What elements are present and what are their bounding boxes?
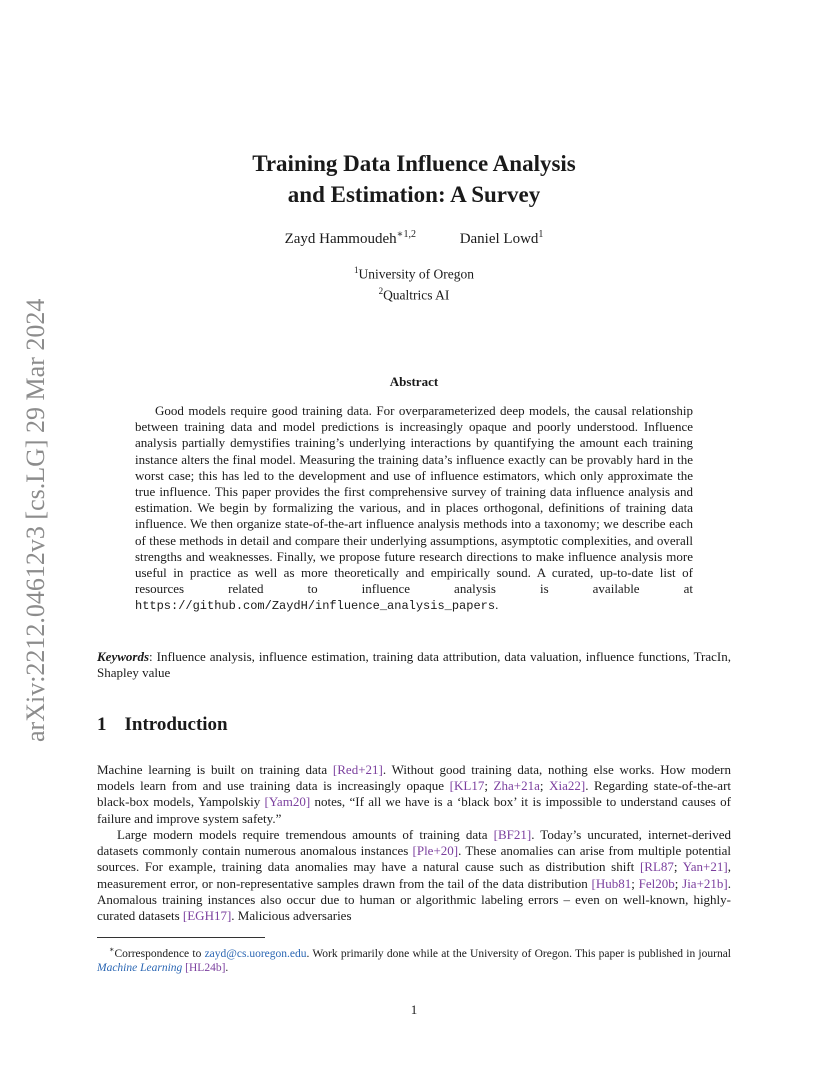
text: ; bbox=[673, 859, 683, 875]
section-number: 1 bbox=[97, 714, 107, 735]
text: . bbox=[225, 962, 229, 975]
email-link[interactable]: zayd@cs.uoregon.edu bbox=[204, 947, 307, 960]
abstract-end: . bbox=[495, 597, 499, 613]
footnote bbox=[97, 943, 731, 976]
citation-link[interactable]: [Ple+20] bbox=[412, 843, 459, 859]
author-name: Zayd Hammoudeh bbox=[284, 231, 397, 247]
abstract-heading: Abstract bbox=[389, 374, 439, 389]
text: Correspondence to bbox=[114, 947, 205, 960]
page-number: 1 bbox=[410, 1002, 418, 1017]
citation-link[interactable]: Xia22] bbox=[549, 778, 586, 794]
citation-link[interactable]: [Red+21] bbox=[332, 762, 383, 777]
author-name: Daniel Lowd bbox=[459, 231, 539, 247]
citation-link[interactable]: [HL24b] bbox=[185, 962, 226, 975]
paper-title bbox=[0, 148, 828, 210]
text: . Anomalous training instances also occur due to human or algorithmic labeling errors – even on well-known, highly-curated datasets bbox=[97, 875, 731, 924]
title-line-1: Training Data Influence Analysis bbox=[252, 151, 576, 176]
author-affil-marker: 1 bbox=[538, 229, 544, 240]
author-1 bbox=[285, 229, 416, 248]
author-list bbox=[0, 229, 828, 248]
intro-paragraph-1 bbox=[97, 762, 731, 827]
author-2 bbox=[460, 229, 544, 248]
text: . Without good training data, nothing else works. How modern models learn from and use training data is increasingly opaque bbox=[97, 762, 731, 794]
citation-link[interactable]: [Yam20] bbox=[264, 794, 311, 810]
keywords-label: Keywords bbox=[97, 649, 149, 664]
text: . Regarding state-of-the-art black-box models, Yampolskiy bbox=[97, 778, 732, 810]
affiliation-1 bbox=[0, 262, 828, 283]
repo-link[interactable]: https://github.com/ZaydH/influence_analysis_papers bbox=[135, 599, 496, 614]
text: Machine learning is built on training data bbox=[97, 762, 333, 777]
citation-link[interactable]: Yan+21] bbox=[682, 859, 728, 875]
text: ; bbox=[631, 875, 639, 891]
text: . Malicious adversaries bbox=[231, 908, 352, 924]
affil-marker: 1 bbox=[354, 265, 359, 275]
arxiv-identifier: arXiv:2212.04612v3 [cs.LG] 29 Mar 2024 bbox=[21, 298, 50, 742]
text: ; bbox=[539, 778, 550, 794]
citation-link[interactable]: [BF21] bbox=[493, 827, 532, 842]
affil-marker: 2 bbox=[378, 285, 384, 296]
citation-link[interactable]: Jia+21b] bbox=[682, 875, 728, 891]
author-affil-marker: ∗1,2 bbox=[396, 229, 416, 240]
text: Large modern models require tremendous amounts of training data bbox=[117, 827, 494, 842]
text: notes, “If all we have is a ‘black box’ it is impossible to understand causes of failure and improve system safety.” bbox=[97, 794, 731, 826]
keywords bbox=[97, 649, 731, 681]
affil-name: University of Oregon bbox=[358, 266, 474, 282]
citation-link[interactable]: Fel20b bbox=[638, 875, 675, 891]
affiliations bbox=[0, 262, 828, 303]
citation-link[interactable]: [RL87 bbox=[639, 859, 674, 875]
text: . Today’s uncurated, internet-derived datasets commonly contain numerous anomalous instances bbox=[97, 827, 731, 859]
citation-link[interactable]: Zha+21a bbox=[493, 778, 540, 794]
section-title: Introduction bbox=[124, 714, 228, 735]
footnote-marker: ∗ bbox=[109, 945, 115, 954]
text: ; bbox=[484, 778, 494, 794]
citation-link[interactable]: [KL17 bbox=[449, 778, 485, 794]
affil-name: Qualtrics AI bbox=[383, 287, 450, 302]
text: . These anomalies can arise from multiple potential sources. For example, training data anomalies may have a natural cause such as distribution shift bbox=[97, 843, 731, 875]
title-line-2: and Estimation: A Survey bbox=[287, 182, 541, 207]
citation-link[interactable]: [Hub81 bbox=[591, 875, 632, 891]
journal-link[interactable]: Machine Learning bbox=[97, 962, 183, 975]
section-heading bbox=[97, 714, 228, 736]
abstract-text: Good models require good training data. For overparameterized deep models, the causal relationship between training data and model predictions is increasingly opaque and poorly understood. Influence analysis partially demystifies training’s underlying interactions by quantifying the amount each training instance alters the final model. Measuring the training data’s influence exactly can be provably hard in the worst case; this has led to the development and use of influence estimators, which only approximate the true influence. This paper provides the first comprehensive survey of training data influence analysis and estimation. We begin by formalizing the various, and in places orthogonal, definitions of training data influence. We then organize state-of-the-art influence analysis methods into a taxonomy; we describe each of these methods in detail and compare their underlying assumptions, asymptotic complexities, and overall strengths and weaknesses. Finally, we propose future research directions to make influence analysis more useful in practice as well as more theoretically and empirically sound. A curated, up-to-date list of resources related to influence analysis is available at bbox=[135, 403, 693, 597]
text: ; bbox=[674, 875, 683, 891]
footnote-rule bbox=[97, 937, 265, 938]
abstract-body bbox=[135, 403, 693, 615]
affiliation-2 bbox=[0, 283, 828, 304]
text: . Work primarily done while at the University of Oregon. This paper is published in journal bbox=[306, 947, 732, 960]
text: , measurement error, or non-representative samples drawn from the tail of the data distribution bbox=[97, 859, 731, 891]
intro-paragraph-2 bbox=[97, 827, 731, 924]
keywords-text: : Influence analysis, influence estimation, training data attribution, data valuation, influence functions, TracIn, Shapley value bbox=[97, 649, 731, 681]
citation-link[interactable]: [EGH17] bbox=[182, 908, 232, 924]
